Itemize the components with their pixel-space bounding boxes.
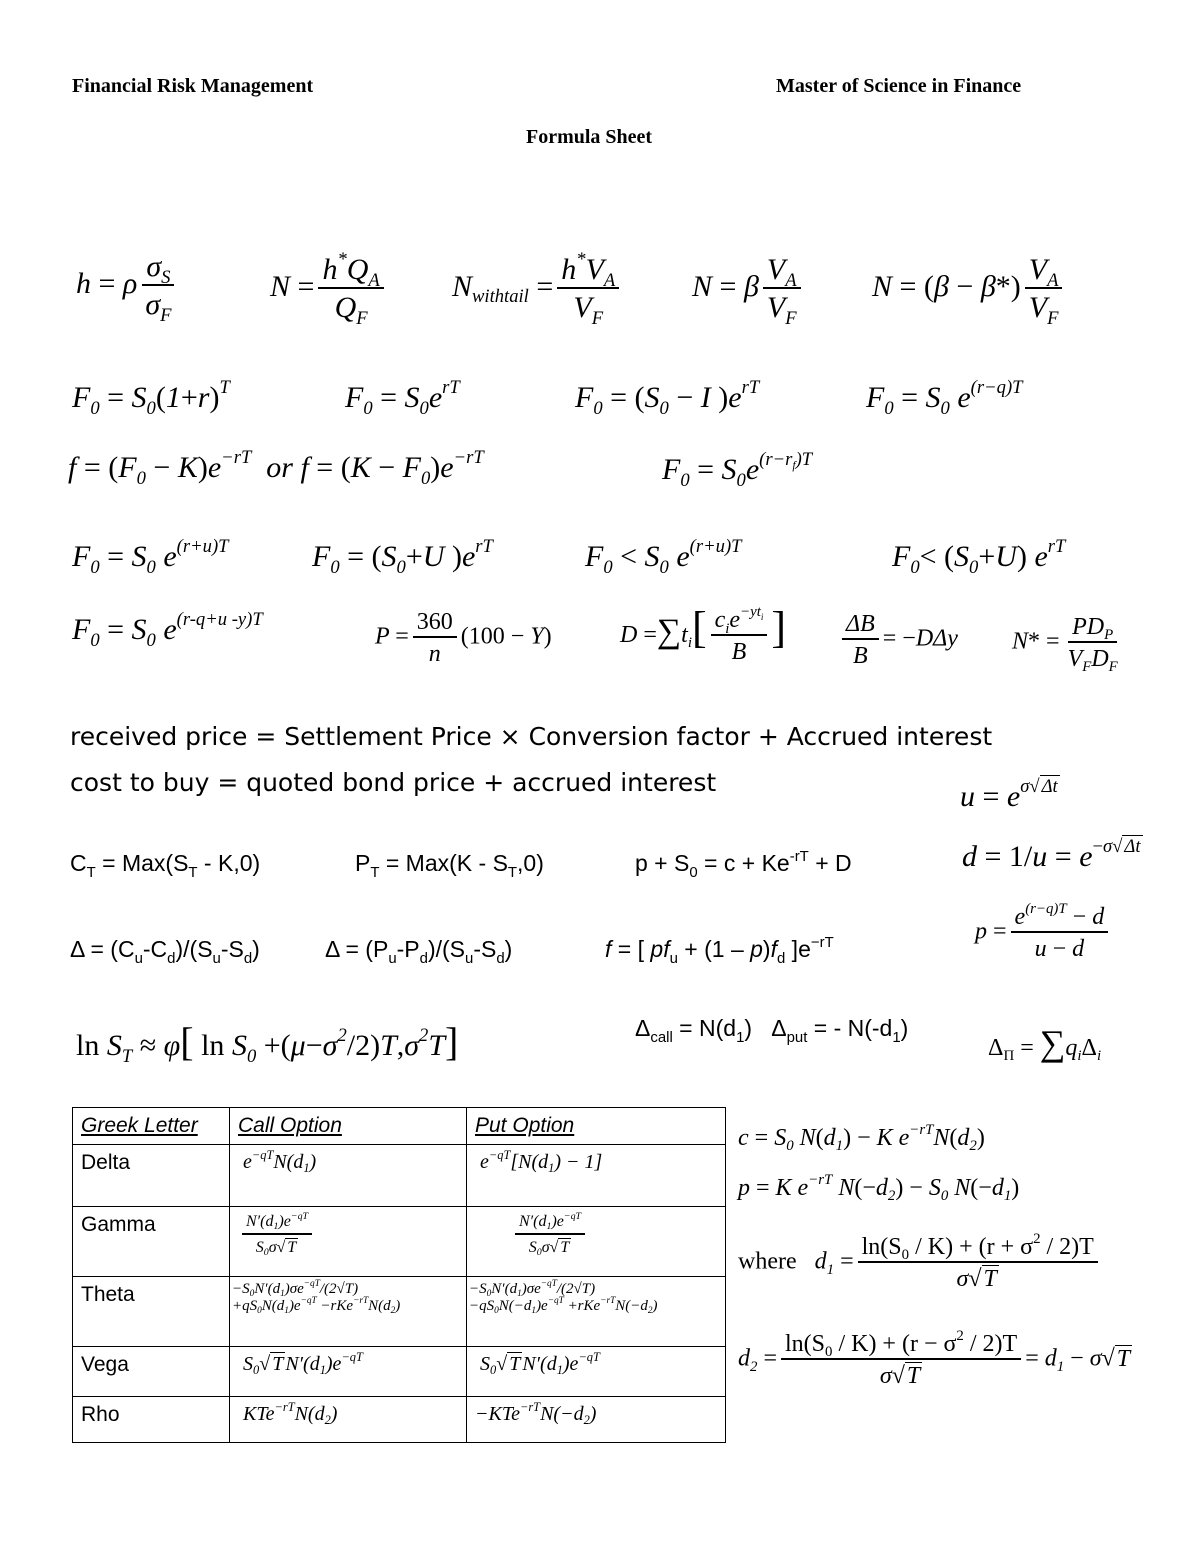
formula-bs-d1: where $d_1$ = $\frac{\ln(S_0 / K) + (r + \sigma^2 / 2)T}{\sigma√T}$ [738, 1235, 1102, 1291]
table-row [73, 1145, 726, 1207]
greek-name: Theta [73, 1277, 230, 1347]
greek-name: Gamma [73, 1207, 230, 1277]
formula-forward-yield: $F_0 = S_0$ $e^{(r-q)T}$ [866, 377, 1023, 419]
rho-put-formula: $-KTe^{-rT}N(-d_2)$ [467, 1397, 726, 1443]
formula-portfolio-delta: $\Delta_\Pi = \sum q_i\Delta_i$ [988, 1023, 1102, 1065]
formula-forward-income: $F_0 = (S_0 - I$ )$e^{rT}$ [575, 377, 760, 419]
theta-put-formula: $-S_0N'(d_1)\sigma e^{-qT}/(2√T)$ $-qS_0N(-d_1)e^{-qT} +rKe^{-rT}N(-d_2)$ [467, 1277, 726, 1347]
greek-name: Delta [73, 1145, 230, 1207]
table-header-cell: Greek Letter [73, 1108, 230, 1145]
formula-forward-consumption-rate: $F_0 < S_0$ $e^{(r+u)T}$ [585, 536, 742, 578]
where-label: where [738, 1248, 797, 1275]
formula-n-withtail: $N_{withtail}$ = $\frac{h^*V_A}{V_F}$ [452, 255, 623, 323]
table-header-cell: Call Option [230, 1108, 467, 1145]
formula-put-payoff: $P_T = Max(K - S_T,0)$ [355, 850, 544, 881]
formula-binomial-value: f = [ $pf_u + (1 - p)f_d$ ]$e^{-rT}$ [605, 933, 834, 967]
formula-forward-storage-pv: $F_0 = (S_0+U$ )$e^{rT}$ [312, 536, 493, 578]
header-left: Financial Risk Management [72, 75, 314, 97]
formula-call-payoff: $C_T = Max(S_T - K,0)$ [70, 850, 261, 881]
formula-duration: $D =\sum t_i$[ $\frac{c_ie^{-yt_i}}{B}$ ] [620, 603, 787, 666]
delta-call-formula: $e^{-qT}N(d_1)$ [230, 1145, 467, 1207]
delta-put-formula: $e^{-qT}[N(d_1) - 1]$ [467, 1145, 726, 1207]
table-header-row [73, 1108, 726, 1145]
formula-forward-value: $f = (F_0 - K)e^{-rT}$ or $f = (K - F_0)e^{-rT}$ [68, 447, 484, 489]
rho-call-formula: $KTe^{-rT}N(d_2)$ [230, 1397, 467, 1443]
formula-n-beta-change: N = (β − β*) $\frac{V_A}{V_F}$ [872, 255, 1066, 323]
cost-to-buy-text: cost to buy = quoted bond price + accrued interest [70, 768, 717, 797]
formula-forward-fx: $F_0 = S_0e^{(r-r_f)T}$ [662, 449, 813, 491]
formula-n-beta: N = β $\frac{V_A}{V_F}$ [692, 255, 805, 323]
table-row [73, 1207, 726, 1277]
formula-bs-call: $c = S_0$ $N(d_1) - K$ $e^{-rT}N(d_2)$ [738, 1121, 985, 1155]
formula-binomial-u: $u = e^{\sigma√ \Delta t}$ [960, 776, 1058, 813]
gamma-call-formula: $\frac{N'(d_1)e^{-qT}}{S_0\sigma√ T}$ [230, 1207, 467, 1277]
table-header-cell: Put Option [467, 1108, 726, 1145]
formula-forward-storage-rate: $F_0 = S_0$ $e^{(r+u)T}$ [72, 536, 229, 578]
formula-delta-call-binomial: $\Delta = (C_u-C_d)/(S_u-S_d)$ [70, 936, 260, 967]
formula-delta-put-binomial: $\Delta = (P_u-P_d)/(S_u-S_d)$ [325, 936, 513, 967]
formula-n-contracts: N = $\frac{h^*Q_A}{Q_F}$ [270, 255, 388, 323]
gamma-put-formula: $\frac{N'(d_1)e^{-qT}}{S_0\sigma√ T}$ [467, 1207, 726, 1277]
formula-bs-d2: $d_2$ = $\frac{\ln(S_0 / K) + (r - \sigma^2 / 2)T}{\sigma√T}$ = $d_1 - \sigma√T$ [738, 1327, 1131, 1389]
formula-forward-annual: $F_0 = S_0(1+r)^T$ [72, 377, 230, 419]
table-row [73, 1397, 726, 1443]
page-title: Formula Sheet [526, 126, 653, 148]
vega-put-formula: $S_0√$ T $N'(d_1)e^{-qT}$ [467, 1347, 726, 1397]
greek-name: Vega [73, 1347, 230, 1397]
formula-duration-change: $\frac{\Delta B}{B}$ = −DΔy [838, 612, 958, 668]
vega-call-formula: $S_0√$ T $N'(d_1)e^{-qT}$ [230, 1347, 467, 1397]
formula-delta-call-put: $\Delta_{call} = N(d_1) \Delta_{put}$ = - $N(-d_1)$ [635, 1015, 909, 1046]
formula-lognormal: $\ln S_T \approx \varphi$[ $\ln S_0 +(\mu-\sigma^2/2)T,\sigma^2T$] [76, 1019, 459, 1067]
formula-tbill-price: P = $\frac{360}{n}$ (100 − Y) [375, 609, 552, 667]
received-price-text: received price = Settlement Price × Conversion factor + Accrued interest [70, 722, 993, 751]
formula-forward-consumption-pv: $F_0< (S_0+U)$ $e^{rT}$ [892, 536, 1066, 578]
header-right: Master of Science in Finance [776, 75, 1022, 97]
table-row [73, 1277, 726, 1347]
formula-put-call-parity: $p + S_0 = c + Ke^{-rT} + D$ [635, 847, 852, 881]
greek-letters-table [72, 1107, 726, 1443]
formula-duration-hedge: N* = $\frac{PD_P}{V_FD_F}$ [1012, 614, 1118, 676]
formula-convenience-yield: $F_0 = S_0$ $e^{(r-q+u -y)T}$ [72, 609, 263, 651]
theta-call-formula: $-S_0N'(d_1)\sigma e^{-qT}/(2√T)$ $+qS_0N(d_1)e^{-qT} -rKe^{-rT}N(d_2)$ [230, 1277, 467, 1347]
table-row [73, 1347, 726, 1397]
greek-name: Rho [73, 1397, 230, 1443]
formula-binomial-d: $d = 1/u = e^{-\sigma√ \Delta t}$ [962, 836, 1141, 873]
formula-forward-continuous: $F_0 = S_0e^{rT}$ [345, 377, 460, 419]
formula-binomial-prob: p = $\frac{e^{(r-q)T} - d}{u - d}$ [975, 905, 1112, 961]
formula-bs-put: p = K $e^{-rT}$ $N(-d_2) - S_0$ $N(-d_1)$ [738, 1171, 1020, 1205]
formula-hedge-ratio: h = ρ $\frac{\sigma_S}{\sigma_F}$ [76, 252, 179, 320]
